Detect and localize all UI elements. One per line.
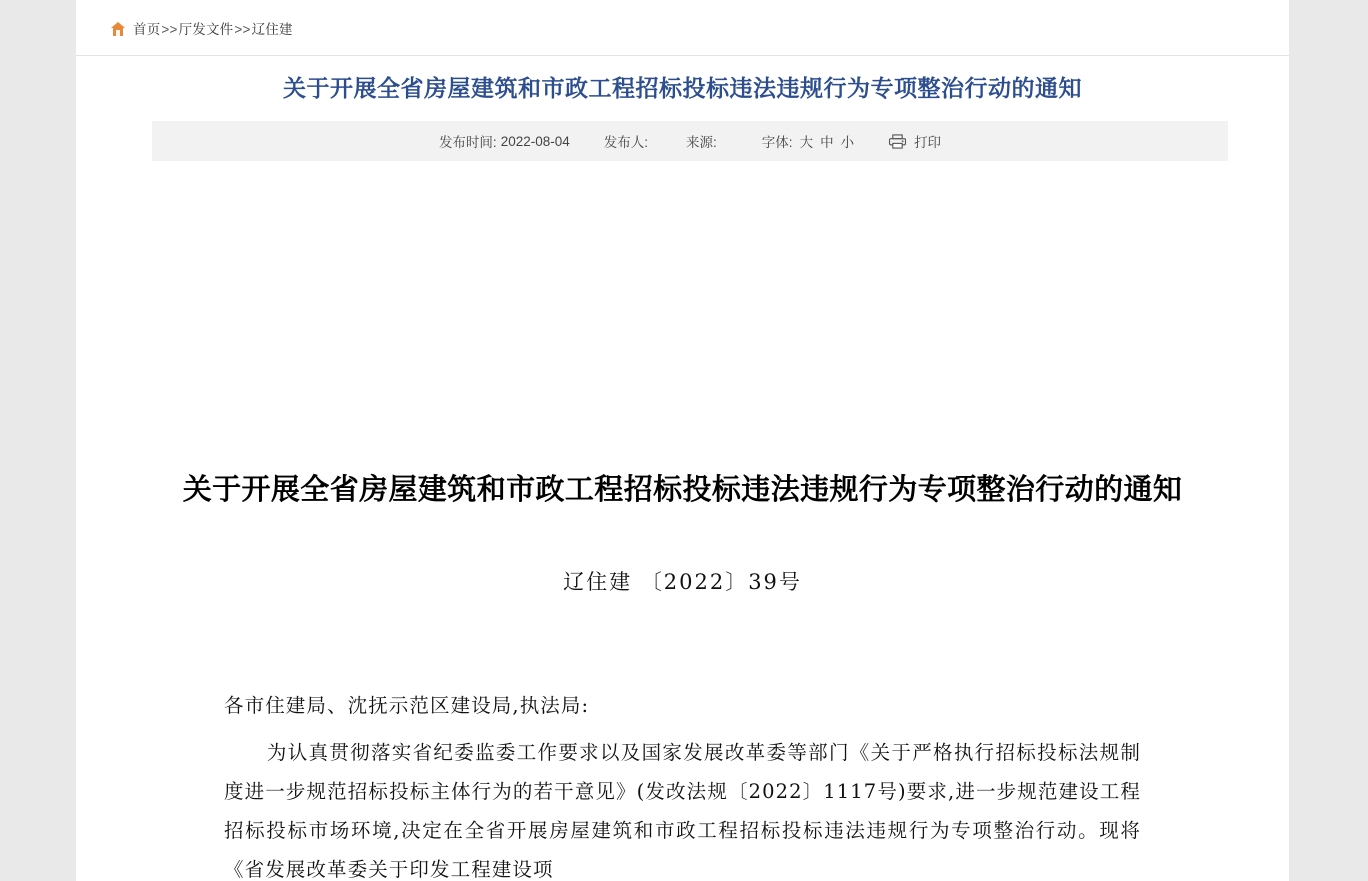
document-heading: 关于开展全省房屋建筑和市政工程招标投标违法违规行为专项整治行动的通知 <box>182 474 1183 506</box>
publish-time <box>439 131 570 151</box>
document-paragraphs <box>76 686 1289 881</box>
document-recipients: 各市住建局、沈抚示范区建设局,执法局: <box>224 693 590 717</box>
content-sheet <box>76 0 1289 881</box>
article-meta-bar <box>152 121 1228 161</box>
page-title: 关于开展全省房屋建筑和市政工程招标投标违法违规行为专项整治行动的通知 <box>283 75 1082 101</box>
breadcrumb-trail <box>133 18 293 38</box>
breadcrumb-separator-1: >> <box>161 21 178 37</box>
publisher <box>604 131 652 151</box>
breadcrumb <box>76 0 1289 56</box>
source-label: 来源: <box>686 135 717 150</box>
breadcrumb-separator-2: >> <box>234 21 251 37</box>
font-size-medium-button[interactable]: 中 <box>820 135 834 150</box>
publish-time-value: 2022-08-04 <box>500 133 570 149</box>
font-size-small-button[interactable]: 小 <box>840 135 855 150</box>
publisher-label: 发布人: <box>603 135 649 150</box>
document-number: 辽住建 〔2022〕39号 <box>563 569 802 594</box>
publish-time-label: 发布时间: <box>438 135 497 150</box>
breadcrumb-item-home[interactable]: 首页 <box>133 21 161 37</box>
font-size-large-button[interactable]: 大 <box>799 135 814 150</box>
printer-icon <box>888 134 907 149</box>
print-label: 打印 <box>914 135 942 150</box>
document-paragraph-1: 为认真贯彻落实省纪委监委工作要求以及国家发展改革委等部门《关于严格执行招标投标法规制度进一步规范招标投标主体行为的若干意见》(发改法规〔2022〕1117号)要求,进一步规范建设工程招标投标市场环境,决定在全省开展房屋建筑和市政工程招标投标违法违规行为专项整治行动。现将《省发展改革委关于印发工程建设项 <box>224 740 1141 881</box>
breadcrumb-item-department-docs[interactable]: 厅发文件 <box>178 21 234 37</box>
home-icon[interactable] <box>110 21 126 37</box>
font-size-controls <box>755 131 854 151</box>
print-button[interactable] <box>888 131 941 151</box>
document-body <box>76 470 1289 881</box>
font-size-label: 字体: <box>761 135 793 150</box>
source <box>686 131 721 151</box>
breadcrumb-item-liaozhujian[interactable]: 辽住建 <box>251 21 293 37</box>
